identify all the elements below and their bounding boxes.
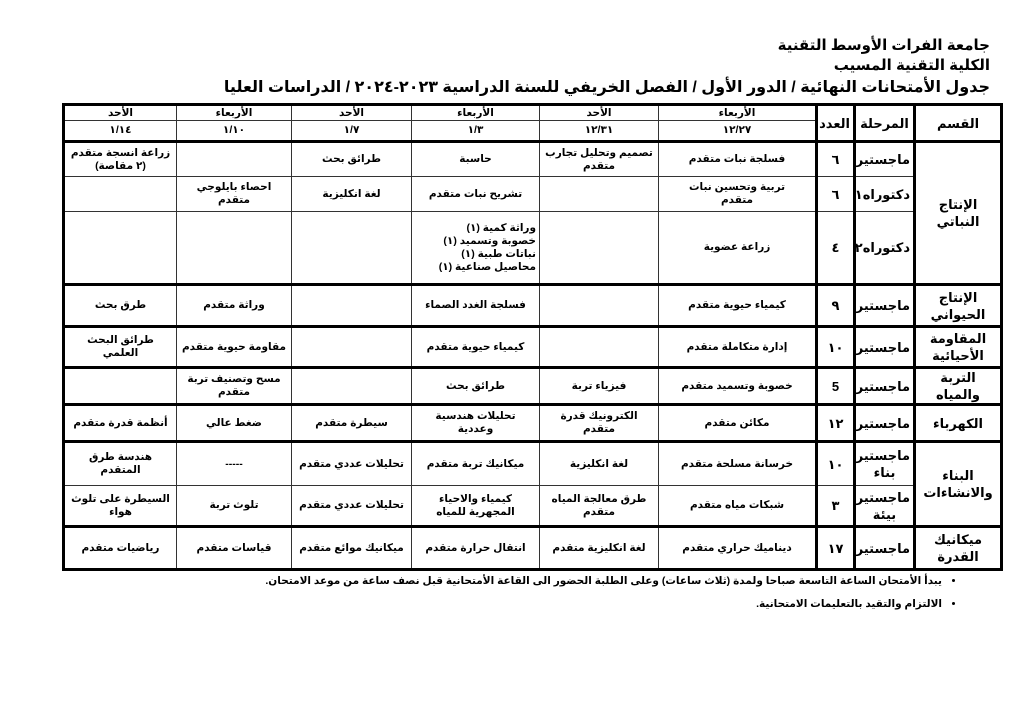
day-header: الأحد: [292, 105, 412, 121]
subject-cell: تلوث تربة: [177, 486, 292, 527]
subject-cell: [64, 177, 177, 212]
table-row: [64, 368, 1002, 405]
subject-cell: انتقال حرارة متقدم: [412, 527, 540, 570]
subject-cell: كيمياء حيوية متقدم: [659, 285, 817, 327]
subject-cell: -----: [177, 442, 292, 486]
table-row: [64, 212, 1002, 285]
subject-cell: لغة انكليزية: [540, 442, 659, 486]
subject-cell: [292, 327, 412, 368]
table-row: [64, 327, 1002, 368]
date-header: ١/٧: [292, 121, 412, 142]
day-header: الأربعاء: [659, 105, 817, 121]
department-cell: ميكانيك القدرة: [915, 527, 1002, 570]
col-header-stage: المرحلة: [855, 105, 915, 142]
subject-cell: قياسات متقدم: [177, 527, 292, 570]
subject-cell: هندسة طرق المتقدم: [64, 442, 177, 486]
subject-cell: [177, 212, 292, 285]
col-header-count: العدد: [817, 105, 855, 142]
date-header: ١/١٤: [64, 121, 177, 142]
notes: [265, 575, 964, 621]
date-header: ١٢/٣١: [540, 121, 659, 142]
stage-cell: ماجستير: [855, 368, 915, 405]
subject-cell: أنظمة قدرة متقدم: [64, 405, 177, 442]
stage-cell: ماجستير: [855, 142, 915, 177]
count-cell: ١٠: [817, 327, 855, 368]
date-header: ١/٣: [412, 121, 540, 142]
table-row: [64, 142, 1002, 177]
table-row: [64, 405, 1002, 442]
count-cell: ٣: [817, 486, 855, 527]
subject-cell: فيزياء تربة: [540, 368, 659, 405]
subject-cell: رياضيات متقدم: [64, 527, 177, 570]
subject-cell: [540, 327, 659, 368]
subject-cell: تحليلات عددي متقدم: [292, 486, 412, 527]
subject-cell: ديناميك حراري متقدم: [659, 527, 817, 570]
subject-cell: كيمياء والاحياء المجهرية للمياه: [412, 486, 540, 527]
count-cell: ١٢: [817, 405, 855, 442]
subject-cell: وراثة كمية (١) خصوبة وتسميد (١) نباتات طبية (١) محاصيل صناعية (١): [412, 212, 540, 285]
subject-cell: طرائق البحث العلمي: [64, 327, 177, 368]
table-row: [64, 285, 1002, 327]
table-row: [64, 527, 1002, 570]
subject-cell: خصوبة وتسميد متقدم: [659, 368, 817, 405]
date-header: ١٢/٢٧: [659, 121, 817, 142]
subject-cell: تحليلات هندسية وعددية: [412, 405, 540, 442]
subject-cell: الكترونيك قدرة متقدم: [540, 405, 659, 442]
subject-cell: [540, 212, 659, 285]
subject-cell: حاسبة: [412, 142, 540, 177]
subject-cell: كيمياء حيوية متقدم: [412, 327, 540, 368]
subject-cell: طرائق بحث: [292, 142, 412, 177]
stage-cell: دكتوراه٢: [855, 212, 915, 285]
subject-cell: طرق بحث: [64, 285, 177, 327]
subject-cell: إدارة متكاملة متقدم: [659, 327, 817, 368]
day-header: الأحد: [64, 105, 177, 121]
day-header: الأربعاء: [177, 105, 292, 121]
subject-cell: [292, 285, 412, 327]
stage-cell: ماجستير: [855, 285, 915, 327]
department-cell: الإنتاج النباتي: [915, 142, 1002, 285]
subject-cell: طرق معالجة المياه متقدم: [540, 486, 659, 527]
college-name: الكلية التقنية المسيب: [833, 57, 990, 74]
subject-cell: زراعة انسجة متقدم (٢ مقاصة): [64, 142, 177, 177]
count-cell: ٦: [817, 142, 855, 177]
department-cell: الإنتاج الحيواني: [915, 285, 1002, 327]
stage-cell: ماجستير: [855, 405, 915, 442]
subject-cell: فسلجة الغدد الصماء: [412, 285, 540, 327]
subject-cell: [292, 368, 412, 405]
table-row: [64, 442, 1002, 486]
table-row: [64, 486, 1002, 527]
subject-cell: مقاومة حيوية متقدم: [177, 327, 292, 368]
exam-schedule-table: [62, 103, 1003, 571]
subject-cell: احصاء بايلوجي متقدم: [177, 177, 292, 212]
subject-cell: ميكانيك تربة متقدم: [412, 442, 540, 486]
note-item: • يبدأ الأمتحان الساعة التاسعة صباحا ولمدة (ثلاث ساعات) وعلى الطلبة الحضور الى القاعة الأمتحانية قبل نصف ساعة من موعد الامتحان.: [265, 575, 942, 587]
subject-cell: تصميم وتحليل تجارب متقدم: [540, 142, 659, 177]
subject-cell: [64, 212, 177, 285]
subject-cell: طرائق بحث: [412, 368, 540, 405]
subject-cell: [540, 285, 659, 327]
subject-cell: زراعة عضوية: [659, 212, 817, 285]
department-cell: التربة والمياه: [915, 368, 1002, 405]
subject-cell: [540, 177, 659, 212]
page-title: جدول الأمتحانات النهائية / الدور الأول / الفصل الخريفي للسنة الدراسية ٢٠٢٣-٢٠٢٤ / الدراسات العليا: [223, 79, 990, 96]
subject-cell: شبكات مياه متقدم: [659, 486, 817, 527]
count-cell: ١٠: [817, 442, 855, 486]
subject-cell: تشريح نبات متقدم: [412, 177, 540, 212]
subject-cell: تربية وتحسين نبات متقدم: [659, 177, 817, 212]
subject-cell: تحليلات عددي متقدم: [292, 442, 412, 486]
count-cell: 5: [817, 368, 855, 405]
day-header: الأربعاء: [412, 105, 540, 121]
count-cell: ٩: [817, 285, 855, 327]
table-row: [64, 177, 1002, 212]
department-cell: المقاومة الأحيائية: [915, 327, 1002, 368]
subject-cell: سيطرة متقدم: [292, 405, 412, 442]
subject-cell: [177, 142, 292, 177]
stage-cell: ماجستير بيئة: [855, 486, 915, 527]
stage-cell: ماجستير بناء: [855, 442, 915, 486]
header-row-days: [64, 105, 1002, 121]
subject-cell: وراثة متقدم: [177, 285, 292, 327]
subject-cell: السيطرة على تلوث هواء: [64, 486, 177, 527]
stage-cell: ماجستير: [855, 527, 915, 570]
stage-cell: دكتوراه١: [855, 177, 915, 212]
subject-cell: لغة انكليزية: [292, 177, 412, 212]
university-name: جامعة الفرات الأوسط التقنية: [777, 37, 990, 54]
date-header: ١/١٠: [177, 121, 292, 142]
stage-cell: ماجستير: [855, 327, 915, 368]
subject-cell: ميكانيك موائع متقدم: [292, 527, 412, 570]
count-cell: ٦: [817, 177, 855, 212]
subject-cell: ضغط عالي: [177, 405, 292, 442]
subject-cell: [64, 368, 177, 405]
count-cell: ١٧: [817, 527, 855, 570]
subject-cell: مسح وتصنيف تربة متقدم: [177, 368, 292, 405]
day-header: الأحد: [540, 105, 659, 121]
subject-cell: [292, 212, 412, 285]
note-item: • الالتزام والتقيد بالتعليمات الامتحانية.: [265, 598, 942, 610]
col-header-department: القسم: [915, 105, 1002, 142]
subject-cell: مكائن متقدم: [659, 405, 817, 442]
department-cell: الكهرباء: [915, 405, 1002, 442]
subject-cell: لغة انكليزية متقدم: [540, 527, 659, 570]
department-cell: البناء والانشاءات: [915, 442, 1002, 527]
subject-cell: فسلجة نبات متقدم: [659, 142, 817, 177]
count-cell: ٤: [817, 212, 855, 285]
subject-cell: خرسانة مسلحة متقدم: [659, 442, 817, 486]
